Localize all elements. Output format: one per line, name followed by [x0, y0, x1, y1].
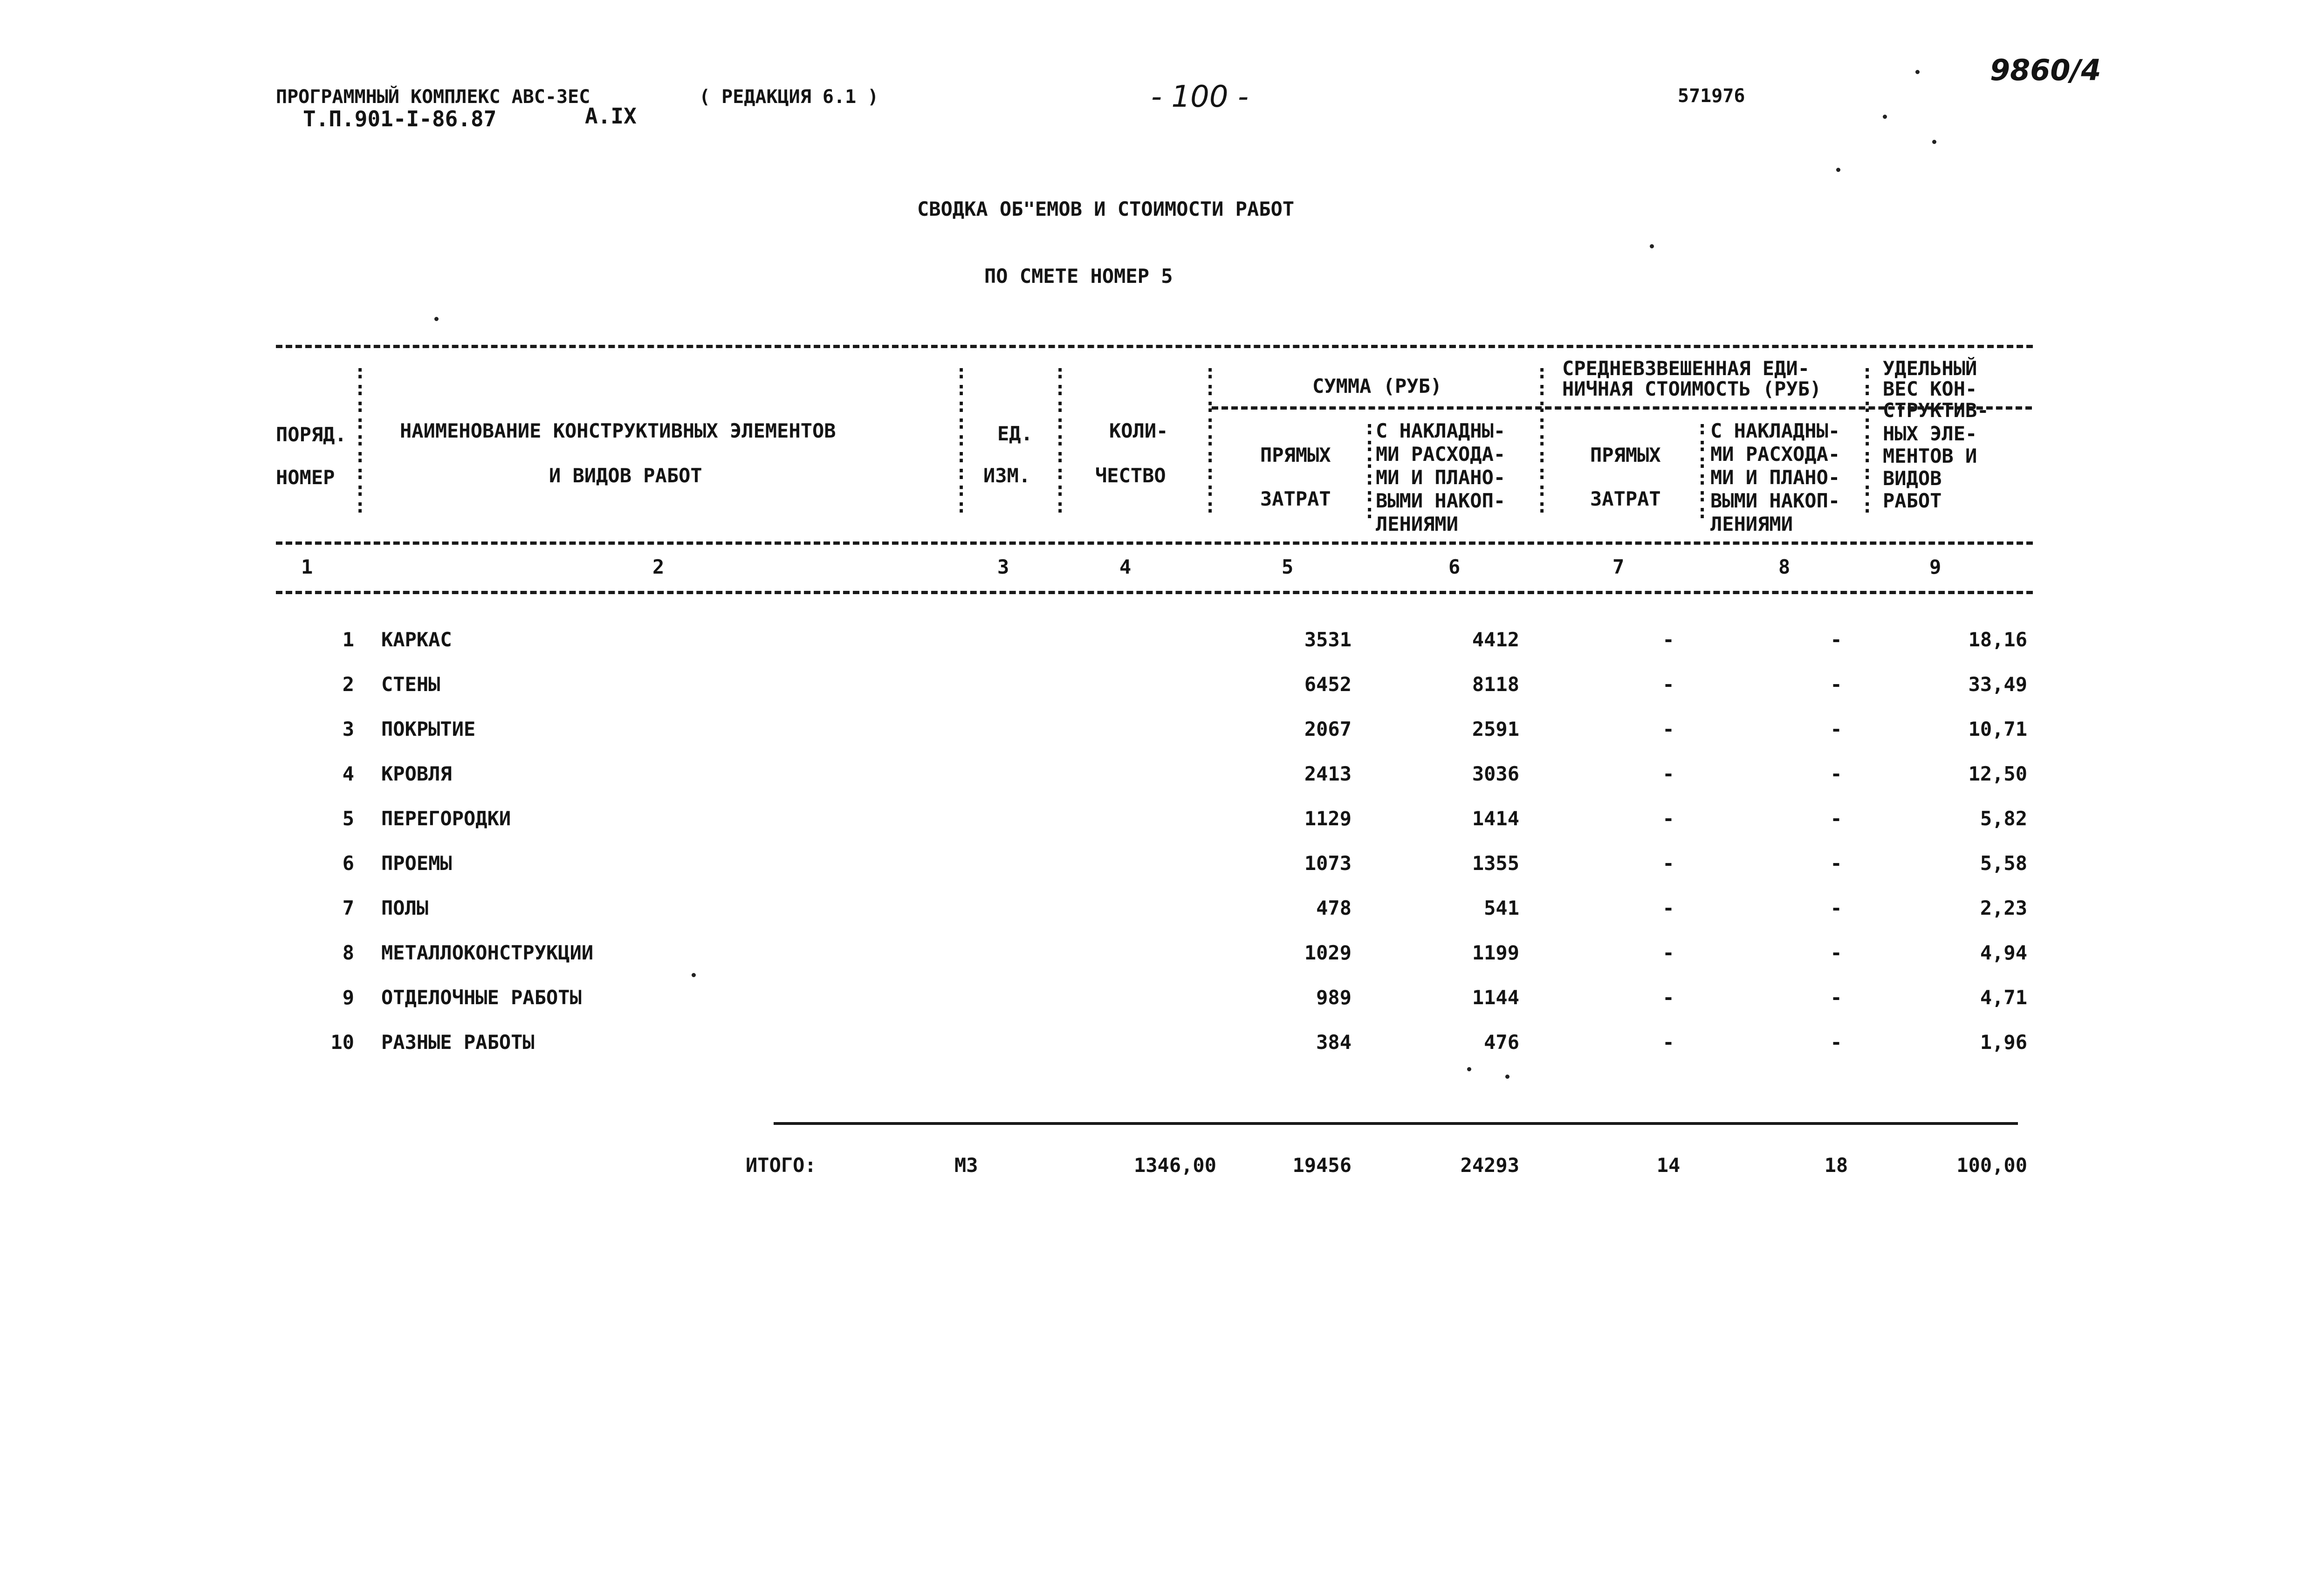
row-name: ПОКРЫТИЕ: [381, 718, 476, 740]
row-share: 2,23: [1980, 897, 2027, 919]
col-overhead-l2: МИ РАСХОДА-: [1376, 443, 1506, 466]
row-avg-overhead: -: [1830, 673, 1842, 696]
total-direct: 19456: [1292, 1154, 1352, 1177]
header-separators: : : : : : : : : :: [1536, 360, 1548, 517]
row-overhead-cost: 541: [1484, 897, 1519, 919]
row-name: ПЕРЕГОРОДКИ: [381, 807, 511, 830]
row-avg-direct: -: [1662, 762, 1674, 785]
document-title: СВОДКА ОБ"ЕМОВ И СТОИМОСТИ РАБОТ: [917, 198, 1295, 220]
col-qty-line2: ЧЕСТВО: [1095, 464, 1166, 487]
edition-label: ( РЕДАКЦИЯ 6.1 ): [699, 86, 879, 108]
album-label: А.IX: [585, 103, 637, 129]
row-overhead-cost: 4412: [1472, 628, 1519, 651]
row-number: 7: [342, 897, 354, 919]
row-direct-cost: 384: [1316, 1031, 1352, 1054]
row-number: 3: [342, 718, 354, 740]
page-number: - 100 -: [1151, 80, 1249, 114]
row-avg-direct: -: [1662, 897, 1674, 919]
row-overhead-cost: 3036: [1472, 762, 1519, 785]
col-name-line1: НАИМЕНОВАНИЕ КОНСТРУКТИВНЫХ ЭЛЕМЕНТОВ: [400, 419, 836, 442]
row-direct-cost: 2067: [1304, 718, 1352, 740]
header-separators: : : : : : :: [1364, 416, 1376, 523]
row-number: 9: [342, 986, 354, 1009]
col-unit-line2: ИЗМ.: [983, 464, 1031, 487]
row-avg-direct: -: [1662, 628, 1674, 651]
row-avg-overhead: -: [1830, 762, 1842, 785]
scan-speck: [434, 317, 439, 321]
sum-group-header: СУММА (РУБ): [1312, 375, 1442, 397]
col-share-l4: НЫХ ЭЛЕ-: [1883, 422, 1977, 445]
col-avg-overhead-l4: ВЫМИ НАКОП-: [1710, 489, 1840, 512]
row-number: 10: [330, 1031, 354, 1054]
row-name: ПОЛЫ: [381, 897, 429, 919]
row-number: 8: [342, 941, 354, 964]
col-number-5: 5: [1282, 555, 1294, 578]
row-avg-overhead: -: [1830, 628, 1842, 651]
row-avg-overhead: -: [1830, 852, 1842, 875]
col-number-6: 6: [1448, 555, 1461, 578]
row-overhead-cost: 1414: [1472, 807, 1519, 830]
row-avg-overhead: -: [1830, 986, 1842, 1009]
col-avg-direct-line1: ПРЯМЫХ: [1590, 444, 1661, 466]
avg-group-header-l1: СРЕДНЕВЗВЕШЕННАЯ ЕДИ-: [1562, 357, 1810, 380]
col-share-l2: ВЕС КОН-: [1883, 377, 1977, 400]
row-share: 10,71: [1968, 718, 2027, 740]
header-separators: : : : : : : : : :: [1861, 360, 1873, 517]
row-direct-cost: 1129: [1304, 807, 1352, 830]
col-overhead-l3: МИ И ПЛАНО-: [1376, 466, 1506, 489]
col-avg-overhead-l2: МИ РАСХОДА-: [1710, 443, 1840, 466]
document-subtitle: ПО СМЕТЕ НОМЕР 5: [984, 265, 1173, 288]
col-avg-overhead-l5: ЛЕНИЯМИ: [1710, 513, 1793, 535]
col-share-l5: МЕНТОВ И: [1883, 445, 1977, 467]
total-label: ИТОГО:: [746, 1154, 816, 1177]
row-share: 1,96: [1980, 1031, 2027, 1054]
row-overhead-cost: 1355: [1472, 852, 1519, 875]
row-direct-cost: 478: [1316, 897, 1352, 919]
row-share: 5,82: [1980, 807, 2027, 830]
row-avg-direct: -: [1662, 807, 1674, 830]
row-overhead-cost: 1199: [1472, 941, 1519, 964]
program-name: ПРОГРАММНЫЙ КОМПЛЕКС АВС-ЗЕС: [276, 86, 590, 108]
scan-speck: [1505, 1075, 1509, 1079]
row-number: 1: [342, 628, 354, 651]
scan-speck: [1915, 70, 1920, 74]
scan-speck: [1883, 115, 1887, 119]
row-overhead-cost: 2591: [1472, 718, 1519, 740]
col-overhead-l4: ВЫМИ НАКОП-: [1376, 489, 1506, 512]
row-direct-cost: 2413: [1304, 762, 1352, 785]
row-share: 12,50: [1968, 762, 2027, 785]
total-overhead: 24293: [1460, 1154, 1519, 1177]
row-avg-direct: -: [1662, 852, 1674, 875]
header-separators: : : : : : : : : :: [955, 360, 967, 517]
col-number-2: 2: [652, 555, 665, 578]
scan-speck: [1932, 140, 1936, 144]
total-share: 100,00: [1956, 1154, 2027, 1177]
row-avg-overhead: -: [1830, 897, 1842, 919]
row-avg-overhead: -: [1830, 807, 1842, 830]
col-direct-line1: ПРЯМЫХ: [1260, 444, 1331, 466]
col-number-7: 7: [1612, 555, 1625, 578]
row-avg-overhead: -: [1830, 941, 1842, 964]
col-number-1: 1: [301, 555, 313, 578]
row-name: ОТДЕЛОЧНЫЕ РАБОТЫ: [381, 986, 582, 1009]
total-unit: М3: [954, 1154, 978, 1177]
col-qty-line1: КОЛИ-: [1109, 419, 1168, 442]
header-separators: : : : : : : : : :: [1054, 360, 1066, 517]
header-separators: : : : : : :: [1696, 416, 1708, 523]
total-avg-overhead: 18: [1824, 1154, 1848, 1177]
header-separators: : : : : : : : : :: [1204, 360, 1216, 517]
col-direct-line2: ЗАТРАТ: [1260, 487, 1331, 510]
col-unit-line1: ЕД.: [997, 422, 1033, 445]
scan-speck: [1467, 1067, 1471, 1071]
row-share: 33,49: [1968, 673, 2027, 696]
row-avg-direct: -: [1662, 1031, 1674, 1054]
row-direct-cost: 989: [1316, 986, 1352, 1009]
row-name: КАРКАС: [381, 628, 452, 651]
row-overhead-cost: 476: [1484, 1031, 1519, 1054]
row-direct-cost: 6452: [1304, 673, 1352, 696]
total-quantity: 1346,00: [1133, 1154, 1216, 1177]
row-overhead-cost: 1144: [1472, 986, 1519, 1009]
row-name: СТЕНЫ: [381, 673, 440, 696]
row-avg-direct: -: [1662, 673, 1674, 696]
row-number: 2: [342, 673, 354, 696]
col-share-l7: РАБОТ: [1883, 489, 1942, 512]
col-number-4: 4: [1119, 555, 1132, 578]
row-name: КРОВЛЯ: [381, 762, 452, 785]
total-rule: [774, 1122, 2018, 1125]
row-number: 5: [342, 807, 354, 830]
number-row-rule: [276, 591, 2033, 594]
col-order-line2: НОМЕР: [276, 466, 335, 489]
row-name: МЕТАЛЛОКОНСТРУКЦИИ: [381, 941, 594, 964]
col-avg-overhead-l1: С НАКЛАДНЫ-: [1710, 419, 1840, 442]
row-number: 4: [342, 762, 354, 785]
row-number: 6: [342, 852, 354, 875]
col-share-l6: ВИДОВ: [1883, 467, 1942, 490]
header-separators: : : : : : : : : :: [354, 360, 366, 517]
col-number-3: 3: [997, 555, 1009, 578]
row-share: 4,94: [1980, 941, 2027, 964]
row-name: РАЗНЫЕ РАБОТЫ: [381, 1031, 535, 1054]
col-avg-direct-line2: ЗАТРАТ: [1590, 487, 1661, 510]
row-share: 4,71: [1980, 986, 2027, 1009]
row-direct-cost: 1029: [1304, 941, 1352, 964]
row-direct-cost: 1073: [1304, 852, 1352, 875]
row-avg-direct: -: [1662, 941, 1674, 964]
header-bottom-rule: [276, 541, 2033, 545]
scan-speck: [1650, 244, 1654, 248]
avg-group-header-l2: НИЧНАЯ СТОИМОСТЬ (РУБ): [1562, 377, 1822, 400]
col-share-l3: СТРУКТИВ-: [1883, 399, 1989, 422]
row-name: ПРОЕМЫ: [381, 852, 452, 875]
row-direct-cost: 3531: [1304, 628, 1352, 651]
col-number-8: 8: [1778, 555, 1791, 578]
row-share: 18,16: [1968, 628, 2027, 651]
col-overhead-l1: С НАКЛАДНЫ-: [1376, 419, 1506, 442]
table-top-rule: [276, 345, 2033, 348]
row-avg-overhead: -: [1830, 718, 1842, 740]
col-order-line1: ПОРЯД.: [276, 423, 347, 446]
row-avg-direct: -: [1662, 718, 1674, 740]
col-overhead-l5: ЛЕНИЯМИ: [1376, 513, 1459, 535]
row-avg-overhead: -: [1830, 1031, 1842, 1054]
col-name-line2: И ВИДОВ РАБОТ: [549, 464, 702, 487]
document-code: Т.П.901-I-86.87: [303, 106, 497, 131]
col-share-l1: УДЕЛЬНЫЙ: [1883, 357, 1977, 380]
total-avg-direct: 14: [1656, 1154, 1681, 1177]
row-share: 5,58: [1980, 852, 2027, 875]
row-avg-direct: -: [1662, 986, 1674, 1009]
col-avg-overhead-l3: МИ И ПЛАНО-: [1710, 466, 1840, 489]
catalog-code: 571976: [1678, 85, 1745, 107]
sheet-mark: 9860/4: [1990, 53, 2101, 87]
scan-speck: [1836, 168, 1840, 172]
row-overhead-cost: 8118: [1472, 673, 1519, 696]
col-number-9: 9: [1929, 555, 1942, 578]
scan-speck: [692, 973, 696, 977]
